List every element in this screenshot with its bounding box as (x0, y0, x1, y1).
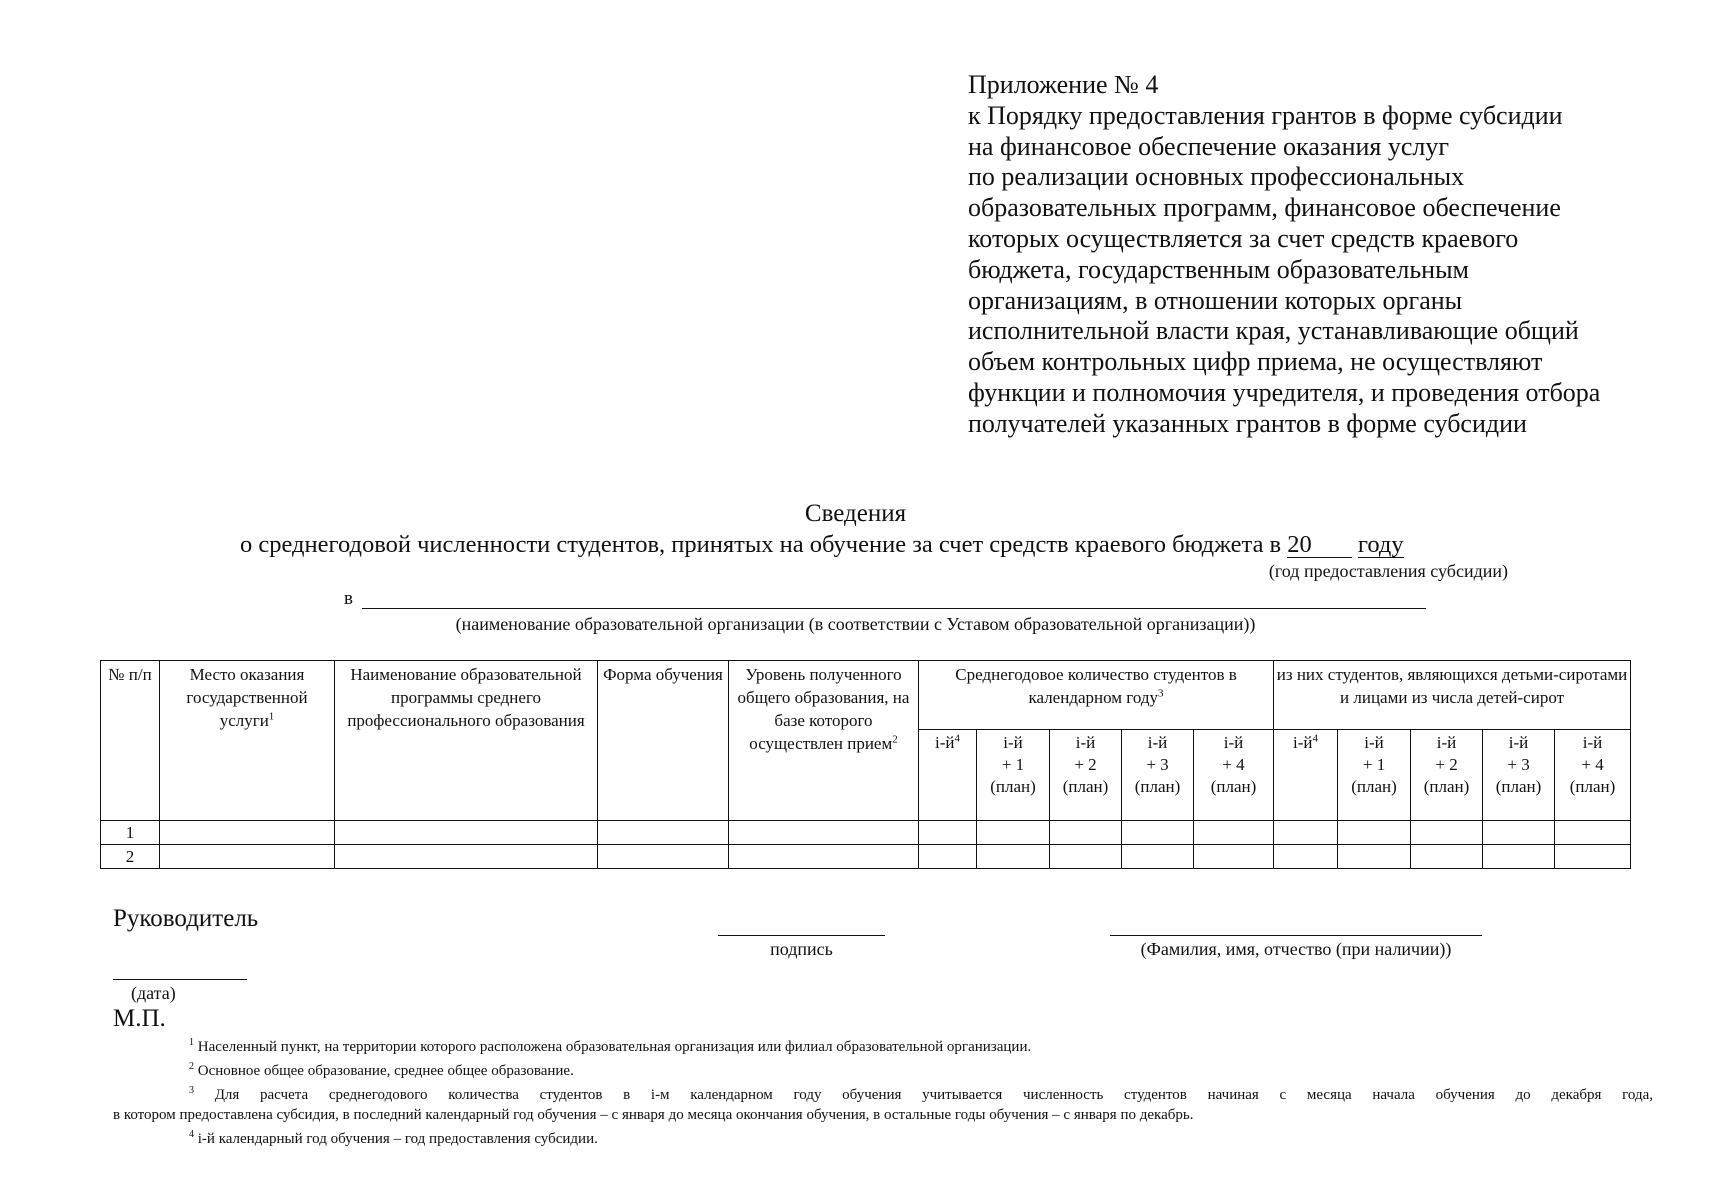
appendix-line: по реализации основных профессиональных (968, 162, 1465, 192)
header-place-label: Место оказания государственной услуги (186, 665, 308, 730)
footnote-ref: 1 (268, 710, 275, 723)
year-col-plan: (план) (1495, 777, 1542, 796)
header-level (729, 661, 919, 821)
footnote (113, 1033, 1653, 1057)
footnote-number: 1 (189, 1037, 194, 1048)
signature-label: подпись (770, 939, 833, 959)
year-col-name: i-й (1508, 733, 1529, 752)
table-row (101, 845, 1631, 869)
header-num-label: № п/п (108, 665, 152, 684)
table-cell[interactable] (1555, 821, 1631, 845)
signature-field[interactable] (718, 935, 885, 936)
head-label: Руководитель (113, 905, 259, 932)
appendix-line: объем контрольных цифр приема, не осуществляют (968, 347, 1543, 377)
table-cell[interactable] (1050, 821, 1122, 845)
footnote-ref: 4 (1312, 732, 1319, 745)
footnote-number: 3 (189, 1085, 194, 1096)
footnote (113, 1125, 1653, 1149)
appendix-line: функции и полномочия учредителя, и проведения отбора (968, 377, 1601, 407)
year-col-plan: (план) (1062, 777, 1109, 796)
table-cell[interactable] (977, 821, 1050, 845)
table-cell[interactable] (977, 845, 1050, 869)
year-col-plan: (план) (990, 777, 1036, 796)
table-cell[interactable] (1194, 845, 1274, 869)
table-cell[interactable] (729, 821, 919, 845)
year-col-offset: + 1 (1001, 755, 1025, 774)
header-num (101, 661, 160, 821)
table-cell[interactable] (160, 845, 335, 869)
appendix-line: исполнительной власти края, устанавливающие общий (968, 316, 1579, 346)
stamp-label: М.П. (113, 1005, 166, 1032)
footnote-number: 2 (189, 1061, 194, 1072)
header-year-col (1122, 730, 1194, 821)
footnote (113, 1057, 1653, 1081)
year-suffix: году (1357, 531, 1404, 558)
year-col-name: i-й (1003, 733, 1023, 752)
year-col-offset: + 2 (1074, 755, 1097, 774)
header-program-label: Наименование образовательной программы среднего профессионального образования (347, 665, 585, 730)
header-year-col (1555, 730, 1631, 821)
table-cell[interactable] (1555, 845, 1631, 869)
year-note: (год предоставления субсидии) (1268, 561, 1508, 581)
header-year-col (1411, 730, 1483, 821)
org-prefix: в (344, 588, 353, 609)
table-cell[interactable] (1122, 821, 1194, 845)
table-cell[interactable] (1274, 845, 1338, 869)
year-col-offset: + 2 (1435, 755, 1458, 774)
appendix-line: получателей указанных грантов в форме субсидии (968, 408, 1527, 438)
year-col-name: i-й (1582, 733, 1603, 752)
year-col-plan: (план) (1423, 777, 1470, 796)
table-cell[interactable] (1483, 821, 1555, 845)
footnote (113, 1081, 1653, 1105)
header-year-col (1338, 730, 1411, 821)
year-col-offset: + 3 (1507, 755, 1530, 774)
fio-label: (Фамилия, имя, отчество (при наличии)) (1140, 939, 1452, 959)
footnote-ref: 4 (954, 732, 960, 745)
year-col-offset: + 1 (1362, 755, 1386, 774)
year-col-offset: + 4 (1581, 755, 1604, 774)
table-cell[interactable] (1050, 845, 1122, 869)
appendix-line: организациям, в отношении которых органы (968, 285, 1463, 315)
header-year-col (1050, 730, 1122, 821)
footnote-text: Основное общее образование, среднее общее образование. (197, 1063, 574, 1079)
appendix-line: Приложение № 4 (968, 70, 1159, 99)
year-col-name: i-й (935, 733, 955, 752)
appendix-line: бюджета, государственным образовательным (968, 254, 1470, 284)
data-table (100, 660, 1631, 869)
table-cell[interactable] (729, 845, 919, 869)
footnote-ref: 2 (892, 733, 898, 746)
fio-field[interactable] (1110, 935, 1482, 936)
document-title: Сведения (804, 500, 907, 527)
header-orphans-group-label: из них студентов, являющихся детьми-сиротами и лицами из числа детей-сирот (1276, 665, 1628, 707)
footnote-number: 4 (189, 1129, 194, 1140)
header-place (160, 661, 335, 821)
appendix-line: на финансовое обеспечение оказания услуг (968, 131, 1450, 161)
table-cell[interactable] (919, 821, 977, 845)
table-cell[interactable] (160, 821, 335, 845)
table-cell[interactable] (1194, 821, 1274, 845)
subtitle-text: о среднегодовой численности студентов, принятых на обучение за счет средств краевого бюджета в (240, 531, 1288, 558)
year-col-name: i-й (1364, 733, 1384, 752)
header-year-col (1483, 730, 1555, 821)
footnote-text: Для расчета среднегодового количества студентов в i-м календарном году обучения учитывается численность студентов начиная с месяца начала обучения до декабря года, (214, 1087, 1653, 1103)
table-cell[interactable] (1122, 845, 1194, 869)
table-cell[interactable] (335, 821, 598, 845)
date-field[interactable] (113, 979, 247, 980)
table-cell[interactable] (1338, 821, 1411, 845)
table-cell[interactable] (1411, 821, 1483, 845)
header-year-col (919, 730, 977, 821)
table-cell[interactable] (335, 845, 598, 869)
row-number: 2 (101, 845, 160, 869)
header-year-col (977, 730, 1050, 821)
header-year-col (1194, 730, 1274, 821)
org-name-field[interactable] (362, 608, 1426, 609)
table-cell[interactable] (598, 845, 729, 869)
header-avg-group-label: Среднегодовое количество студентов в календарном году (955, 665, 1237, 707)
appendix-block (968, 70, 1688, 440)
header-form-label: Форма обучения (603, 665, 723, 684)
table-cell[interactable] (1338, 845, 1411, 869)
year-col-name: i-й (1436, 733, 1457, 752)
year-col-plan: (план) (1210, 777, 1257, 796)
footnotes (113, 1033, 1653, 1149)
header-avg-group (919, 661, 1274, 730)
year-col-offset: + 4 (1222, 755, 1245, 774)
footnote-text: Населенный пункт, на территории которого расположена образовательная организация или филиал образовательной организации. (197, 1039, 1032, 1055)
document-subtitle (240, 531, 1404, 559)
header-form (598, 661, 729, 821)
header-year-col (1274, 730, 1338, 821)
year-col-name: i-й (1293, 733, 1313, 752)
table-row (101, 821, 1631, 845)
header-program (335, 661, 598, 821)
table-cell[interactable] (1483, 845, 1555, 869)
year-col-plan: (план) (1351, 777, 1397, 796)
header-level-label: Уровень полученного общего образования, на базе которого осуществлен прием (737, 665, 910, 753)
table-cell[interactable] (919, 845, 977, 869)
footnote-continuation: в котором предоставлена субсидия, в последний календарный год обучения – с января до месяца окончания обучения, в остальные годы обучения – с января по декабрь. (113, 1107, 1194, 1123)
appendix-line: образовательных программ, финансовое обеспечение (968, 193, 1561, 223)
table-cell[interactable] (1411, 845, 1483, 869)
row-number: 1 (101, 821, 160, 845)
year-field (1287, 533, 1352, 558)
year-col-name: i-й (1223, 733, 1244, 752)
year-col-offset: + 3 (1146, 755, 1169, 774)
table-cell[interactable] (1274, 821, 1338, 845)
year-col-name: i-й (1147, 733, 1168, 752)
year-col-plan: (план) (1569, 777, 1616, 796)
table-cell[interactable] (598, 821, 729, 845)
date-label: (дата) (131, 983, 176, 1003)
appendix-line: к Порядку предоставления грантов в форме субсидии (968, 100, 1563, 130)
footnote-text: i-й календарный год обучения – год предоставления субсидии. (197, 1131, 598, 1147)
year-value: 20 (1287, 531, 1312, 558)
header-orphans-group (1274, 661, 1631, 730)
appendix-line: которых осуществляется за счет средств краевого (968, 223, 1519, 253)
footnote-ref: 3 (1158, 687, 1164, 700)
year-col-name: i-й (1075, 733, 1096, 752)
org-note: (наименование образовательной организации (в соответствии с Уставом образовательной организации)) (455, 614, 1256, 634)
year-col-plan: (план) (1134, 777, 1181, 796)
